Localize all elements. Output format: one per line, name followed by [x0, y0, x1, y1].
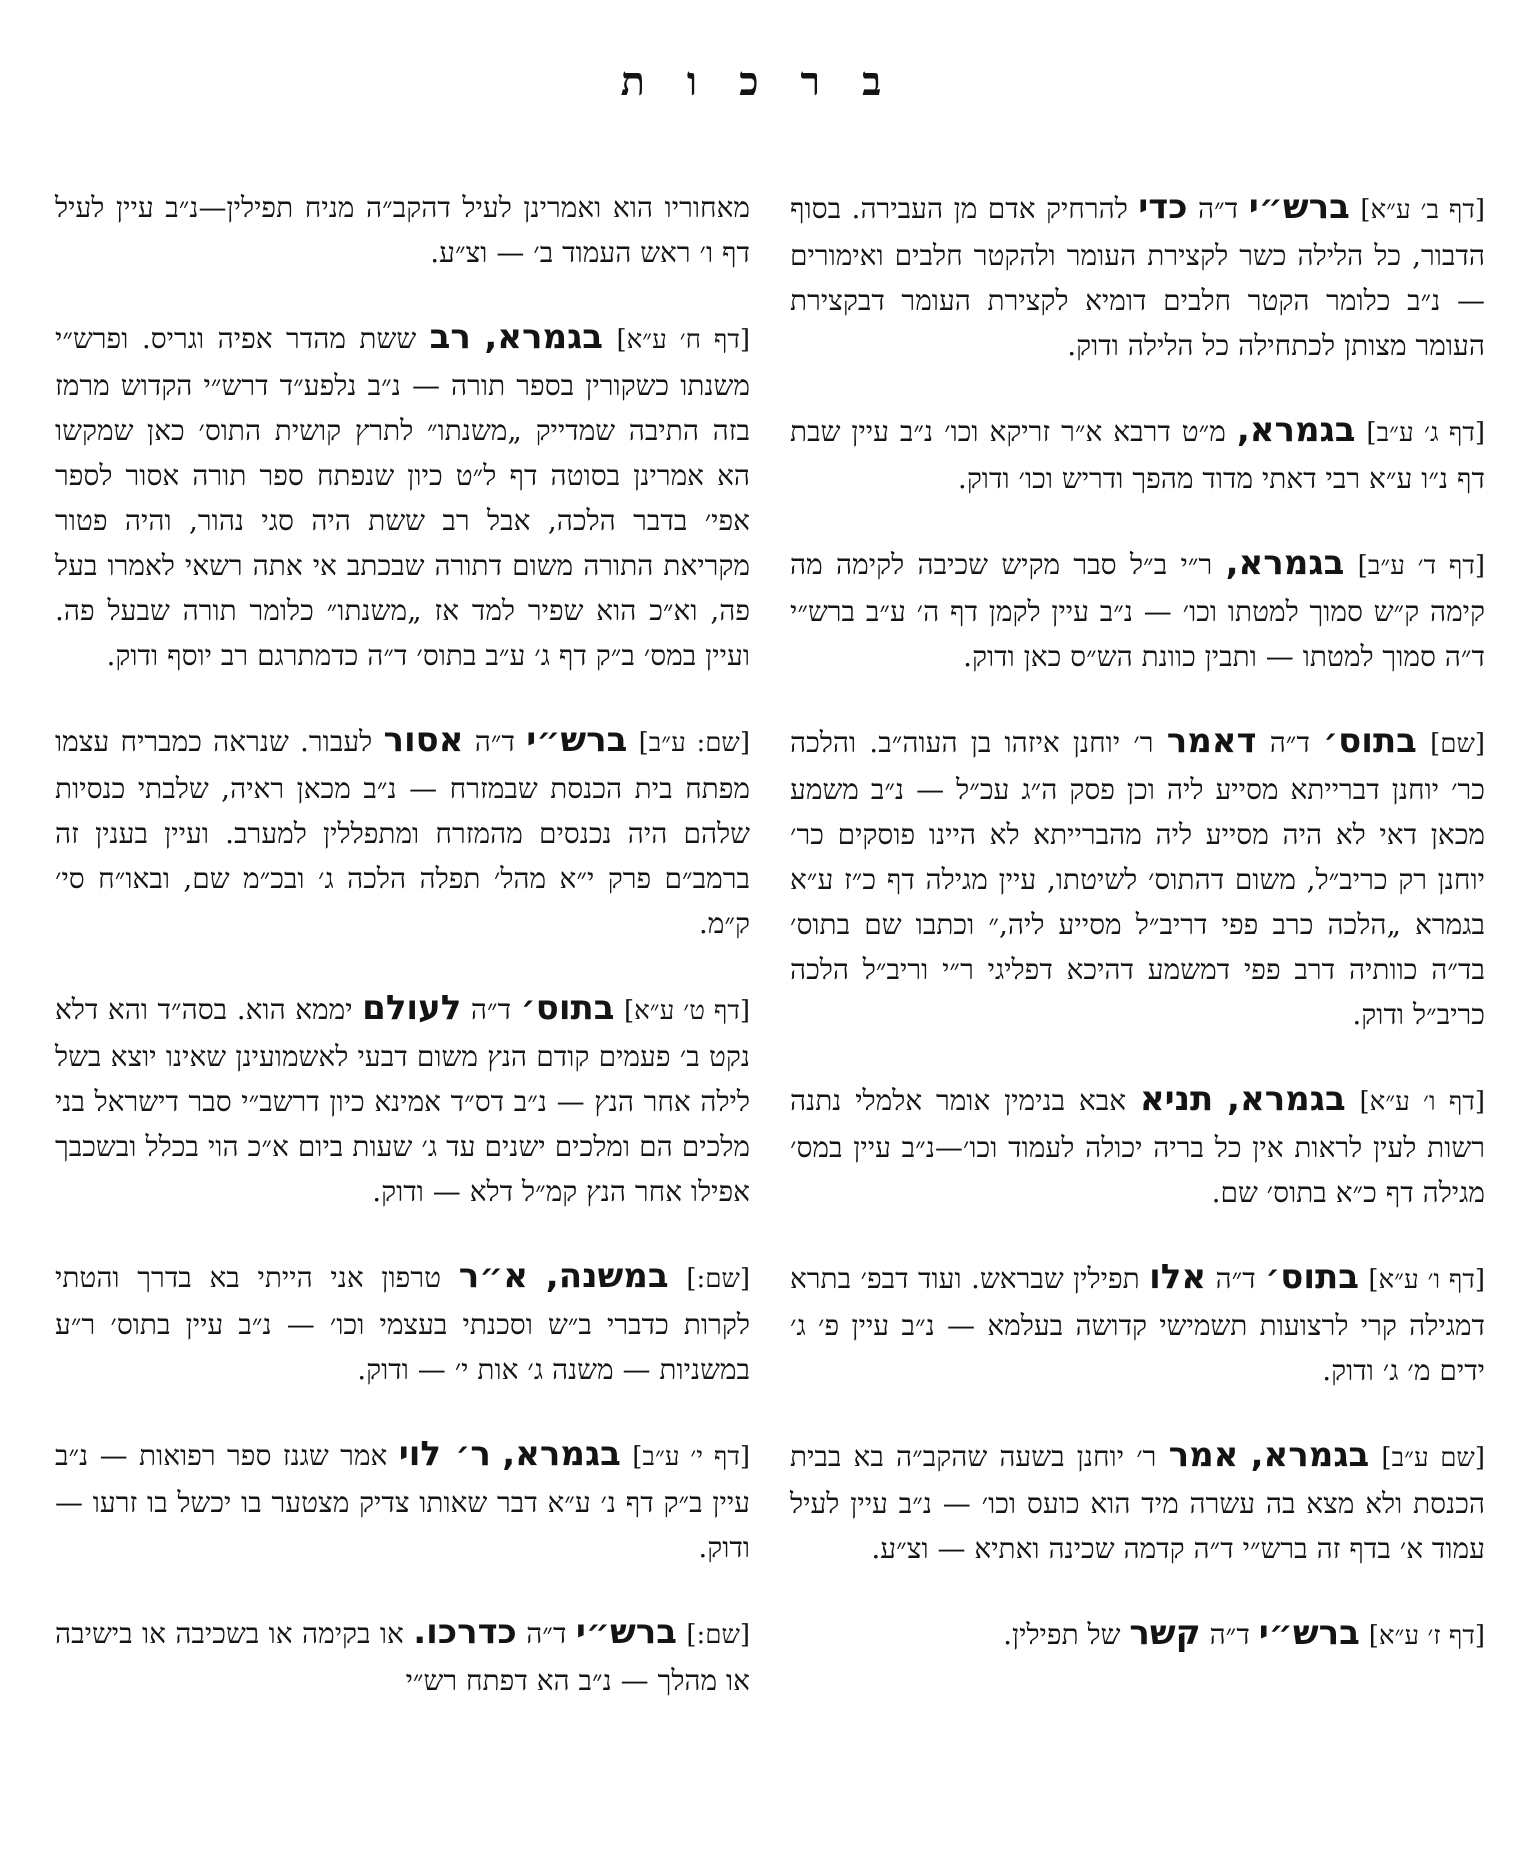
entry — [790, 1077, 1485, 1215]
entry — [55, 1254, 750, 1392]
entry-ref: [שם:] — [686, 1264, 751, 1294]
entry — [55, 718, 750, 946]
entry-head-word: דאמר — [1166, 721, 1257, 761]
entry-text: או בקימה או בשכיבה או בישיבה או מהלך — נ״ב הא דפתח רש״י — [55, 1617, 750, 1697]
entry-head: במשנה, — [545, 1256, 669, 1296]
entry — [55, 1610, 750, 1703]
entry-head: בגמרא, — [1236, 410, 1356, 450]
entry-head: ברש״י — [1248, 187, 1350, 227]
entry-head-word: אמר — [1168, 1435, 1239, 1475]
entry-head-word: א״ר — [458, 1256, 529, 1296]
entry-text: ר׳ יוחנן איזהו בן העוה״ב. והלכה כר׳ יוחנן דברייתא מסייע ליה וכן פסק ה״ג עכ״ל — נ״ב משמע מכאן דאי לא היה מסייע ליה מהברייתא לא היינו פוסקים כר׳ יוחנן רק כריב״ל, משום דהתוס׳ לשיטתו, עיין מגילה דף כ״ז ע״א בגמרא „הלכה כרב פפי דריב״ל מסייע ליה,״ וכתבו שם בתוס׳ בד״ה כוותיה דרב פפי דמשמע דהיכא דפליגי ר״י וריב״ל הלכה כריב״ל ודוק. — [790, 726, 1485, 1031]
entry-head-word: אלו — [1149, 1257, 1207, 1297]
entry-head: ברש״י — [1258, 1613, 1360, 1653]
entry-head-word: תניא — [1139, 1079, 1214, 1119]
entry-ref: [דף ז׳ ע״א] — [1368, 1621, 1485, 1651]
entry-head: בתוס׳ — [520, 988, 615, 1028]
entry-text: מ״ט דרבא א״ר זריקא וכו׳ נ״ב עיין שבת דף נ״ו ע״א רבי דאתי מדוד מהפך ודריש וכו׳ ודוק. — [790, 415, 1485, 495]
entry — [790, 1611, 1485, 1659]
entry-text: אבא בנימין אומר אלמלי נתנה רשות לעין לראות אין כל בריה יכולה לעמוד וכו׳—נ״ב עיין במס׳ מגילה דף כ״א בתוס׳ שם. — [790, 1084, 1485, 1209]
entry-ref: [דף י׳ ע״ב] — [632, 1442, 750, 1472]
entry-ref: [שם:] — [686, 1620, 751, 1650]
entry-head-word: כדי — [1138, 187, 1188, 227]
entry-dh: ד״ה — [470, 993, 512, 1026]
entry-dh: ד״ה — [1215, 1262, 1256, 1295]
entry-ref: [דף ח׳ ע״א] — [616, 325, 750, 355]
entry-head-word: קשר — [1129, 1613, 1201, 1653]
entry-ref: [דף ד׳ ע״ב] — [1357, 551, 1485, 581]
entry-text: ששת מהדר אפיה וגריס. ופרש״י משנתו כשקורין בספר תורה — נ״ב נלפע״ד דרש״י הקדוש מרמז בזה התיבה שמדייק „משנתו״ לתרץ קושית התוס׳ כאן שמקשו הא אמרינן בסוטה דף ל״ט כיון שנפתח ספר תורה אסור לספר אפי׳ בדבר הלכה, אבל רב ששת היה סגי נהור, והיה פטור מקריאת התורה משום דתורה שבכתב אי אתה רשאי לאמרו בעל פה, וא״כ הוא שפיר למד אז „משנתו״ כלומר תורה שבעל פה. ועיין במס׳ ב״ק דף ג׳ ע״ב בתוס׳ ד״ה כדמתרגם רב יוסף ודוק. — [55, 322, 750, 672]
entry-head: בתוס׳ — [1323, 721, 1417, 761]
entry-ref: [שם] — [1430, 729, 1485, 759]
entry — [790, 408, 1485, 501]
page-title: ב ר כ ו ת — [620, 58, 896, 105]
right-column — [790, 185, 1485, 1699]
entry — [55, 185, 750, 275]
entry-ref: [דף ב׳ ע״א] — [1360, 195, 1485, 225]
entry — [790, 541, 1485, 679]
entry-head: בגמרא, — [502, 1434, 621, 1474]
entry — [790, 185, 1485, 368]
entry-head-word: ר׳ לוי — [398, 1434, 491, 1474]
entry-text: להרחיק אדם מן העבירה. בסוף הדבור, כל הלילה כשר לקצירת העומר ולהקטר חלבים ואימורים — נ״ב כלומר הקטר חלבים דומיא לקצירת העומר דבקצירת העומר מצותן לכתחילה כל הלילה ודוק. — [790, 192, 1485, 362]
entry-ref: [דף ו׳ ע״א] — [1359, 1087, 1485, 1117]
entry — [55, 986, 750, 1214]
entry-head-word: כדרכו. — [413, 1612, 517, 1652]
entry-head: בגמרא, — [484, 317, 603, 357]
entry-dh: ד״ה — [474, 725, 515, 758]
entry-head: ברש״י — [575, 1612, 677, 1652]
entry-text: ר׳ יוחנן בשעה שהקב״ה בא בבית הכנסת ולא מצא בה עשרה מיד הוא כועס וכו׳ — נ״ב עיין לעיל עמוד א׳ בדף זה ברש״י ד״ה קדמה שכינה ואתיא — וצ״ע. — [790, 1440, 1485, 1565]
entry-text: טרפון אני הייתי בא בדרך והטתי לקרות כדברי ב״ש וסכנתי בעצמי וכו׳ — נ״ב עיין בתוס׳ ר״ע במשניות — משנה ג׳ אות י׳ — ודוק. — [55, 1261, 750, 1386]
entry-head: בגמרא, — [1250, 1435, 1370, 1475]
entry-ref: [דף ו׳ ע״א] — [1368, 1265, 1486, 1295]
entry-dh: ד״ה — [526, 1617, 567, 1650]
entry — [790, 1255, 1485, 1393]
entry-ref: [דף ג׳ ע״ב] — [1366, 418, 1485, 448]
left-column — [55, 185, 750, 1743]
entry-head-word: רב — [429, 317, 471, 357]
entry — [55, 315, 750, 678]
entry-dh: ד״ה — [1198, 192, 1239, 225]
entry — [790, 1433, 1485, 1571]
entry-head: בגמרא, — [1225, 543, 1345, 583]
entry-dh: ד״ה — [1269, 726, 1310, 759]
entry-head-word: אסור — [383, 720, 464, 760]
entry-text: של תפילין. — [1003, 1618, 1121, 1651]
entry — [55, 1432, 750, 1570]
entry-ref: [שם: ע״ב] — [638, 728, 750, 758]
entry-head-word: לעולם — [362, 988, 462, 1028]
entry-ref: [דף ט׳ ע״א] — [624, 996, 751, 1026]
entry-dh: ד״ה — [1209, 1618, 1250, 1651]
entry-text: תפילין שבראש. ועוד דבפ׳ בתרא דמגילה קרי לרצועות תשמישי קדושה בעלמא — נ״ב עיין פ׳ ג׳ ידים מ׳ ג׳ ודוק. — [790, 1262, 1485, 1387]
entry-head: בגמרא, — [1227, 1079, 1346, 1119]
entry-text: ר״י ב״ל סבר מקיש שכיבה לקימה מה קימה ק״ש סמוך למטתו וכו׳ — נ״ב עיין לקמן דף ה׳ ע״ב ברש״י ד״ה סמוך למטתו — ותבין כוונת הש״ס כאן ודוק. — [790, 548, 1485, 673]
entry-text: מאחוריו הוא ואמרינן לעיל דהקב״ה מניח תפילין—נ״ב עיין לעיל דף ו׳ ראש העמוד ב׳ — וצ״ע. — [55, 191, 750, 269]
entry-text: אמר שגנז ספר רפואות — נ״ב עיין ב״ק דף נ׳ ע״א דבר שאותו צדיק מצטער בו יכשל בו זרעו — ודוק. — [55, 1439, 750, 1564]
entry-text: יממא הוא. בסה״ד והא דלא נקט ב׳ פעמים קודם הנץ משום דבעי לאשמועינן שאינו יוצא בשל לילה אחר הנץ — נ״ב דס״ד אמינא כיון דרשב״י סבר דישראל בני מלכים הם ומלכים ישנים עד ג׳ שעות ביום א״כ הוי בכלל ובשכבך אפילו אחר הנץ קמ״ל דלא — ודוק. — [55, 993, 750, 1208]
entry-head: בתוס׳ — [1265, 1257, 1359, 1297]
entry-head: ברש״י — [526, 720, 628, 760]
entry-ref: [שם ע״ב] — [1381, 1443, 1485, 1473]
entry-text: לעבור. שנראה כמבריח עצמו מפתח בית הכנסת שבמזרח — נ״ב מכאן ראיה, שלבתי כנסיות שלהם היה נכנסים מהמזרח ומתפללין למערב. ועיין בענין זה ברמב״ם פרק י״א מהל׳ תפלה הלכה ג׳ ובכ״מ שם, ובאו״ח סי׳ ק״מ. — [55, 725, 750, 940]
entry — [790, 719, 1485, 1037]
